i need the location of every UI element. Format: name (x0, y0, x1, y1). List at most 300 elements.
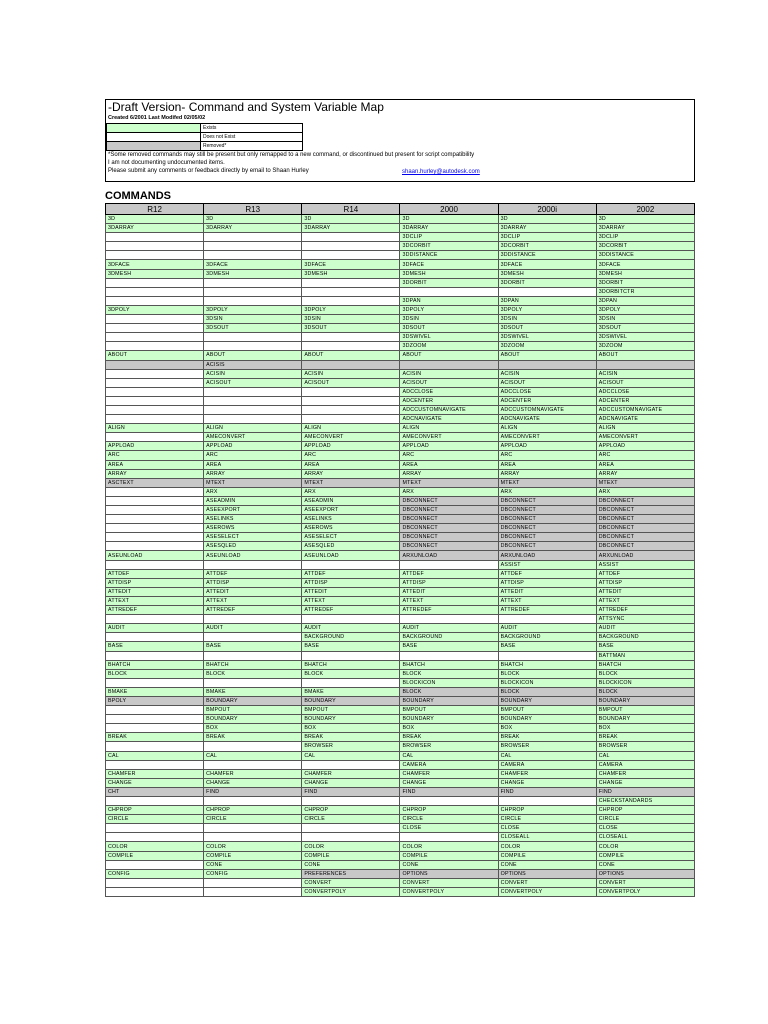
table-cell: ABOUT (596, 351, 694, 360)
table-row (106, 369, 695, 378)
table-cell: 3DPAN (596, 296, 694, 305)
table-cell: BMPOUT (302, 706, 400, 715)
table-cell (498, 615, 596, 624)
table-cell: ATTDEF (498, 569, 596, 578)
table-cell (106, 724, 204, 733)
table-cell (106, 324, 204, 333)
table-cell: AMECONVERT (400, 433, 498, 442)
table-cell: ASESQLED (302, 542, 400, 551)
table-row (106, 833, 695, 842)
table-cell: ASESELECT (302, 533, 400, 542)
table-cell (106, 242, 204, 251)
table-row (106, 451, 695, 460)
table-cell (498, 651, 596, 660)
table-cell (106, 433, 204, 442)
table-cell: BMAKE (106, 687, 204, 696)
table-cell (400, 615, 498, 624)
table-cell: ATTEXT (204, 596, 302, 605)
table-cell: BOX (204, 724, 302, 733)
table-cell: ATTEDIT (400, 587, 498, 596)
table-cell (204, 797, 302, 806)
table-cell (204, 824, 302, 833)
table-cell: CLOSE (596, 824, 694, 833)
table-cell (106, 878, 204, 887)
table-cell (204, 560, 302, 569)
table-cell: BOUNDARY (204, 715, 302, 724)
table-cell: ATTDEF (106, 569, 204, 578)
table-cell: ACISIN (596, 369, 694, 378)
table-cell: ADCCUSTOMNAVIGATE (400, 405, 498, 414)
table-cell: 3DSOUT (596, 324, 694, 333)
table-cell: DBCONNECT (400, 515, 498, 524)
table-cell: AUDIT (498, 624, 596, 633)
table-row (106, 806, 695, 815)
legend-label: Exists (201, 124, 303, 133)
table-cell: ASESQLED (204, 542, 302, 551)
table-cell: BHATCH (302, 660, 400, 669)
table-row (106, 824, 695, 833)
table-cell: ARC (596, 451, 694, 460)
table-row (106, 596, 695, 605)
table-cell: CONE (204, 860, 302, 869)
table-cell: MTEXT (400, 478, 498, 487)
table-row (106, 606, 695, 615)
table-cell: 3DMESH (400, 269, 498, 278)
table-cell: ATTREDEF (596, 606, 694, 615)
table-cell: BASE (596, 642, 694, 651)
table-cell: BREAK (498, 733, 596, 742)
table-cell: 3DARRAY (106, 224, 204, 233)
table-cell (204, 615, 302, 624)
table-cell: ACISOUT (204, 378, 302, 387)
table-cell: CONE (498, 860, 596, 869)
table-cell: 3DMESH (302, 269, 400, 278)
table-cell: 3DZOOM (498, 342, 596, 351)
table-cell: BROWSER (498, 742, 596, 751)
table-cell: AUDIT (106, 624, 204, 633)
table-row (106, 524, 695, 533)
removed-footnote: *Some removed commands may still be present but only remapped to a new command, or discontinued but present for script compatibility (108, 152, 475, 158)
table-row (106, 851, 695, 860)
table-cell (302, 615, 400, 624)
table-row (106, 542, 695, 551)
table-cell: ATTDISP (204, 578, 302, 587)
table-row (106, 324, 695, 333)
table-cell (204, 251, 302, 260)
table-row (106, 433, 695, 442)
table-cell: 3DMESH (498, 269, 596, 278)
table-cell (204, 415, 302, 424)
table-cell: DBCONNECT (400, 533, 498, 542)
table-cell: ATTEDIT (498, 587, 596, 596)
table-cell: BPOLY (106, 696, 204, 705)
table-cell: BASE (400, 642, 498, 651)
table-cell: 3DSIN (498, 315, 596, 324)
table-row (106, 496, 695, 505)
table-cell (106, 742, 204, 751)
table-cell: AUDIT (302, 624, 400, 633)
table-cell (106, 797, 204, 806)
table-cell (204, 296, 302, 305)
table-cell: ALIGN (596, 424, 694, 433)
table-cell: ADCENTER (596, 396, 694, 405)
table-cell: ARC (400, 451, 498, 460)
table-row (106, 260, 695, 269)
table-cell: 3DMESH (106, 269, 204, 278)
table-cell: ATTDISP (596, 578, 694, 587)
table-cell: BOUNDARY (400, 696, 498, 705)
table-cell: 3DPOLY (596, 305, 694, 314)
table-row (106, 251, 695, 260)
table-cell: COLOR (204, 842, 302, 851)
column-header: R13 (204, 204, 302, 215)
table-row (106, 342, 695, 351)
table-cell: CHAMFER (204, 769, 302, 778)
table-row (106, 333, 695, 342)
table-cell: ARX (498, 487, 596, 496)
legend-swatch-exists (107, 124, 201, 133)
table-cell: BLOCK (400, 687, 498, 696)
table-cell: ACISOUT (302, 378, 400, 387)
table-cell: BACKGROUND (400, 633, 498, 642)
table-cell: ARXUNLOAD (498, 551, 596, 560)
table-cell: 3DORBIT (400, 278, 498, 287)
table-cell: CAMERA (498, 760, 596, 769)
table-row (106, 478, 695, 487)
table-cell: BOX (302, 724, 400, 733)
table-cell: BOUNDARY (400, 715, 498, 724)
table-cell (106, 678, 204, 687)
table-cell: DBCONNECT (498, 496, 596, 505)
table-cell: ASELINKS (204, 515, 302, 524)
table-cell: ADCCLOSE (400, 387, 498, 396)
table-row (106, 587, 695, 596)
table-cell: BASE (302, 642, 400, 651)
table-cell: 3DZOOM (400, 342, 498, 351)
table-cell: BROWSER (400, 742, 498, 751)
table-cell (498, 797, 596, 806)
table-cell: 3DDISTANCE (498, 251, 596, 260)
version-header-row (106, 204, 695, 215)
table-row (106, 378, 695, 387)
table-cell: AMECONVERT (204, 433, 302, 442)
table-cell (596, 360, 694, 369)
table-cell: DBCONNECT (400, 506, 498, 515)
table-cell: DBCONNECT (498, 524, 596, 533)
table-cell: BLOCK (498, 669, 596, 678)
table-cell: 3DFACE (596, 260, 694, 269)
table-cell (400, 797, 498, 806)
table-cell (302, 251, 400, 260)
table-cell: BLOCKICON (400, 678, 498, 687)
table-row (106, 469, 695, 478)
table-cell: 3DSWIVEL (596, 333, 694, 342)
header-panel (105, 99, 695, 182)
table-cell: AREA (106, 460, 204, 469)
table-cell: ATTEXT (106, 596, 204, 605)
table-cell: BLOCK (400, 669, 498, 678)
table-cell: 3DFACE (400, 260, 498, 269)
table-cell: FIND (596, 787, 694, 796)
table-cell: BOUNDARY (302, 715, 400, 724)
table-row (106, 224, 695, 233)
table-cell: ALIGN (498, 424, 596, 433)
table-row (106, 233, 695, 242)
table-cell: 3DFACE (204, 260, 302, 269)
table-cell: BOUNDARY (596, 696, 694, 705)
table-row (106, 242, 695, 251)
table-cell: ALIGN (204, 424, 302, 433)
table-cell: ABOUT (302, 351, 400, 360)
table-cell: COLOR (596, 842, 694, 851)
table-row (106, 387, 695, 396)
table-cell: ARRAY (498, 469, 596, 478)
table-cell: 3DSIN (204, 315, 302, 324)
table-cell (204, 287, 302, 296)
column-header: R12 (106, 204, 204, 215)
table-row (106, 860, 695, 869)
table-cell: CLOSEALL (596, 833, 694, 842)
table-cell: OPTIONS (498, 869, 596, 878)
table-cell: BOX (498, 724, 596, 733)
table-cell: CHPROP (302, 806, 400, 815)
table-cell: ADCCLOSE (498, 387, 596, 396)
table-cell: ATTDEF (302, 569, 400, 578)
table-cell: ATTEXT (400, 596, 498, 605)
legend-swatch-removed (107, 142, 201, 151)
table-cell (400, 651, 498, 660)
table-cell: BHATCH (400, 660, 498, 669)
column-header: R14 (302, 204, 400, 215)
table-cell: BMPOUT (400, 706, 498, 715)
table-cell (302, 760, 400, 769)
table-cell: 3DFACE (498, 260, 596, 269)
table-row (106, 578, 695, 587)
table-row (106, 460, 695, 469)
table-cell: 3DSOUT (498, 324, 596, 333)
table-cell: ASEUNLOAD (106, 551, 204, 560)
table-cell (302, 287, 400, 296)
column-header: 2000 (400, 204, 498, 215)
table-cell: ARRAY (302, 469, 400, 478)
table-cell: 3DDISTANCE (596, 251, 694, 260)
table-cell: ARXUNLOAD (400, 551, 498, 560)
table-row (106, 878, 695, 887)
table-cell: BHATCH (596, 660, 694, 669)
table-cell: 3DARRAY (498, 224, 596, 233)
table-row (106, 733, 695, 742)
table-cell: BMAKE (204, 687, 302, 696)
table-row (106, 396, 695, 405)
table-cell (106, 396, 204, 405)
table-cell: DBCONNECT (596, 533, 694, 542)
table-cell: BMPOUT (204, 706, 302, 715)
table-cell: ARC (204, 451, 302, 460)
table-cell: ATTEXT (498, 596, 596, 605)
header-box (105, 99, 695, 182)
table-cell (106, 415, 204, 424)
legend-label: Does not Exist (201, 133, 303, 142)
table-cell: ACISOUT (596, 378, 694, 387)
table-cell: BREAK (204, 733, 302, 742)
table-cell: ADCNAVIGATE (498, 415, 596, 424)
table-cell (106, 342, 204, 351)
table-cell: BATTMAN (596, 651, 694, 660)
table-cell: CHAMFER (596, 769, 694, 778)
table-cell: FIND (498, 787, 596, 796)
table-cell (204, 651, 302, 660)
table-cell: 3D (302, 215, 400, 224)
table-row (106, 424, 695, 433)
table-cell: CHPROP (596, 806, 694, 815)
table-cell: 3DPAN (400, 296, 498, 305)
table-cell (204, 342, 302, 351)
table-cell: ABOUT (204, 351, 302, 360)
table-cell (106, 387, 204, 396)
table-cell: CHANGE (400, 778, 498, 787)
legend-row (107, 142, 303, 151)
table-cell: CHAMFER (302, 769, 400, 778)
command-rows (106, 215, 695, 897)
table-row (106, 615, 695, 624)
table-row (106, 715, 695, 724)
table-row (106, 815, 695, 824)
table-cell (498, 287, 596, 296)
legend-row (107, 133, 303, 142)
table-cell: ATTDEF (204, 569, 302, 578)
table-cell: BOUNDARY (302, 696, 400, 705)
document-title: -Draft Version- Command and System Variable Map (108, 100, 384, 114)
table-cell (106, 651, 204, 660)
table-cell: 3DCLIP (498, 233, 596, 242)
table-cell: CHPROP (498, 806, 596, 815)
table-cell: 3DMESH (204, 269, 302, 278)
table-cell: ATTSYNC (596, 615, 694, 624)
table-cell: DBCONNECT (400, 496, 498, 505)
table-cell: CAMERA (400, 760, 498, 769)
table-cell (106, 860, 204, 869)
table-cell: ASEROWS (302, 524, 400, 533)
table-row (106, 442, 695, 451)
table-row (106, 560, 695, 569)
table-cell: CONVERTPOLY (498, 887, 596, 896)
table-cell: ACISIN (400, 369, 498, 378)
table-cell: APPLOAD (400, 442, 498, 451)
table-cell: DBCONNECT (400, 542, 498, 551)
table-cell: BROWSER (302, 742, 400, 751)
table-cell (302, 405, 400, 414)
table-cell: 3D (596, 215, 694, 224)
table-cell (204, 396, 302, 405)
table-cell: BLOCK (596, 687, 694, 696)
feedback-note: Please submit any comments or feedback directly by email to Shaan Hurley (108, 168, 309, 174)
table-row (106, 787, 695, 796)
table-cell (106, 515, 204, 524)
table-cell (302, 342, 400, 351)
table-cell: 3DSIN (302, 315, 400, 324)
legend-row (107, 124, 303, 133)
table-row (106, 678, 695, 687)
table-cell: CONVERT (596, 878, 694, 887)
table-cell: CONVERTPOLY (400, 887, 498, 896)
table-cell: DBCONNECT (400, 524, 498, 533)
table-cell (106, 296, 204, 305)
table-cell (204, 760, 302, 769)
table-cell: BREAK (106, 733, 204, 742)
table-cell: AMECONVERT (596, 433, 694, 442)
table-cell: BLOCK (498, 687, 596, 696)
table-row (106, 506, 695, 515)
table-row (106, 724, 695, 733)
table-cell: BROWSER (596, 742, 694, 751)
table-cell: BHATCH (204, 660, 302, 669)
table-row (106, 569, 695, 578)
table-cell: BLOCK (204, 669, 302, 678)
table-row (106, 405, 695, 414)
table-cell (106, 824, 204, 833)
table-cell: CHPROP (106, 806, 204, 815)
table-cell: ARX (400, 487, 498, 496)
table-cell: CHANGE (498, 778, 596, 787)
feedback-email-link[interactable]: shaan.hurley@autodesk.com (402, 169, 480, 175)
table-cell: 3DSWIVEL (498, 333, 596, 342)
table-cell (204, 387, 302, 396)
table-cell: CHECKSTANDARDS (596, 797, 694, 806)
table-cell: MTEXT (596, 478, 694, 487)
table-cell (302, 415, 400, 424)
table-cell: CHANGE (596, 778, 694, 787)
table-row (106, 769, 695, 778)
table-cell: BLOCK (302, 669, 400, 678)
table-cell: 3DPOLY (400, 305, 498, 314)
table-cell: 3DORBIT (498, 278, 596, 287)
table-cell: ATTDEF (400, 569, 498, 578)
table-cell: CHANGE (302, 778, 400, 787)
table-cell: 3DMESH (596, 269, 694, 278)
column-header: 2000i (498, 204, 596, 215)
table-cell: 3DSIN (596, 315, 694, 324)
table-cell (106, 278, 204, 287)
table-cell: BOX (400, 724, 498, 733)
table-cell: ATTREDEF (400, 606, 498, 615)
table-cell: CONE (400, 860, 498, 869)
table-cell: 3DCORBIT (498, 242, 596, 251)
table-cell: ASEUNLOAD (302, 551, 400, 560)
table-row (106, 633, 695, 642)
table-cell: 3DARRAY (204, 224, 302, 233)
table-cell: 3DSOUT (204, 324, 302, 333)
table-cell: ADCENTER (400, 396, 498, 405)
table-cell: 3DORBITCTR (596, 287, 694, 296)
table-cell (106, 496, 204, 505)
table-row (106, 533, 695, 542)
table-cell: CONFIG (204, 869, 302, 878)
table-row (106, 669, 695, 678)
table-cell: BMPOUT (596, 706, 694, 715)
table-cell: CAL (400, 751, 498, 760)
column-header: 2002 (596, 204, 694, 215)
table-cell: MTEXT (498, 478, 596, 487)
table-cell: BOUNDARY (498, 696, 596, 705)
table-cell: CONVERT (400, 878, 498, 887)
table-cell: CIRCLE (498, 815, 596, 824)
table-cell (106, 487, 204, 496)
table-row (106, 842, 695, 851)
table-row (106, 296, 695, 305)
table-cell: 3DORBIT (596, 278, 694, 287)
table-cell: 3D (400, 215, 498, 224)
table-row (106, 624, 695, 633)
